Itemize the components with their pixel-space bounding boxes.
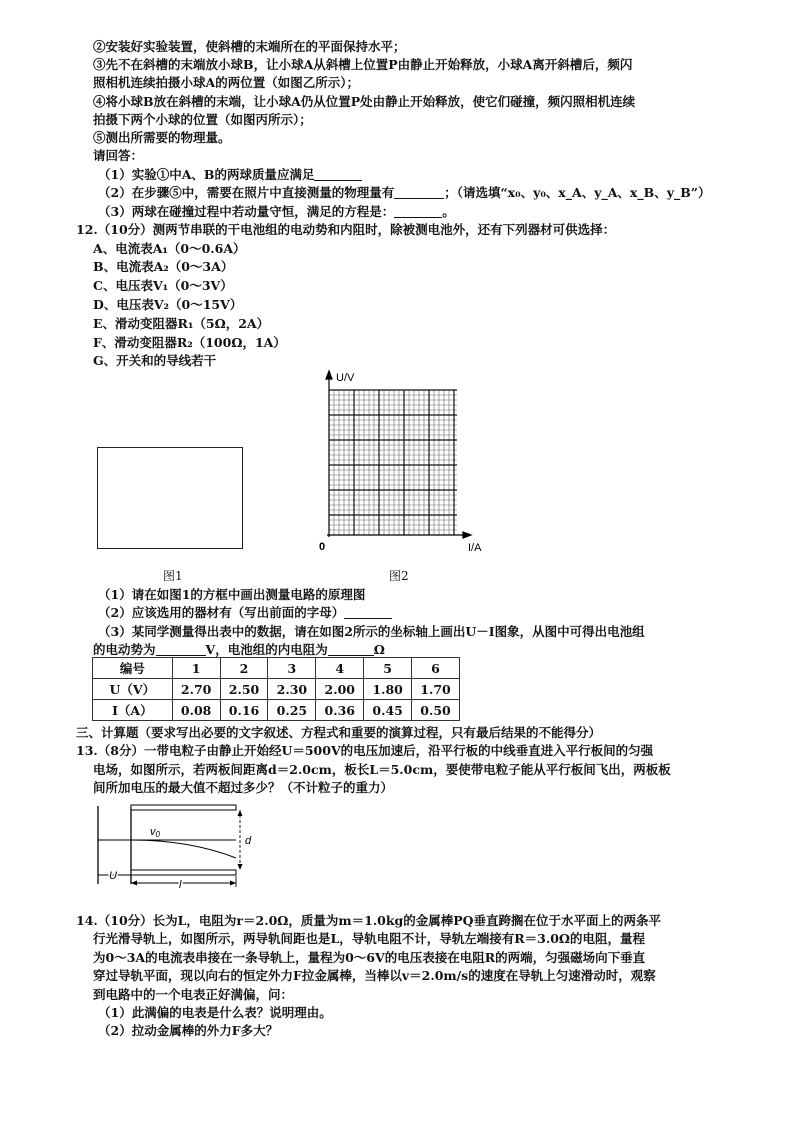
data-table bbox=[92, 657, 460, 721]
answer-blank bbox=[156, 643, 206, 656]
q11-ask: 请回答： bbox=[93, 148, 144, 163]
q12-option-f: F、滑动变阻器R₂（100Ω，1A） bbox=[93, 335, 286, 350]
figure1-caption: 图1 bbox=[163, 569, 183, 583]
q11-step3-line2: 照相机连续拍摄小球A的两位置（如图乙所示）； bbox=[93, 75, 359, 90]
q12-option-b: B、电流表A₂（0～3A） bbox=[93, 259, 234, 274]
q12-sub2: （2）应该选用的器材有（写出前面的字母） bbox=[98, 604, 392, 621]
q12-option-e: E、滑动变阻器R₁（5Ω，2A） bbox=[93, 316, 270, 331]
q12-sub3-line2: 的电动势为 V，电池组的内电阻为 Ω bbox=[93, 642, 385, 657]
grid-major bbox=[329, 390, 457, 535]
q12-option-d: D、电压表V₂（0～15V） bbox=[93, 297, 243, 312]
q14-line2: 行光滑导轨上，如图所示，两导轨间距也是L，导轨电阻不计，导轨左端接有R＝3.0Ω的电阻，量程 bbox=[93, 931, 646, 946]
answer-blank bbox=[394, 205, 442, 218]
y-axis-label: U/V bbox=[336, 372, 355, 384]
origin-label: 0 bbox=[319, 541, 326, 553]
answer-blank bbox=[394, 186, 444, 199]
answer-blank bbox=[344, 606, 392, 619]
q12-sub3-line1: （3）某同学测量得出表中的数据，请在如图2所示的坐标轴上画出U－I图象，从图中可得出电池组 bbox=[98, 624, 645, 639]
q11-step2: ②安装好实验装置，使斜槽的末端所在的平面保持水平； bbox=[93, 39, 406, 54]
q12-option-a: A、电流表A₁（0～0.6A） bbox=[93, 241, 246, 256]
q11-step4-line2: 拍摄下两个小球的位置（如图丙所示）； bbox=[93, 112, 312, 127]
q12-stem: 12.（10分）测两节串联的干电池组的电动势和内阻时，除被测电池外，还有下列器材可供选择： bbox=[76, 222, 616, 237]
answer-blank bbox=[328, 643, 374, 656]
q14-sub2: （2）拉动金属棒的外力F多大？ bbox=[98, 1023, 279, 1038]
table-row: I（A） 0.08 0.16 0.25 0.36 0.45 0.50 bbox=[93, 700, 460, 721]
q12-option-c: C、电压表V₁（0～3V） bbox=[93, 278, 233, 293]
q14-line5: 到电路中的一个电表正好满偏，问： bbox=[93, 987, 294, 1002]
q14-line3: 为0～3A的电流表串接在一条导轨上，量程为0～6V的电压表接在电阻R的两端，匀强磁场向下垂直 bbox=[93, 950, 646, 965]
q13-line1: 13.（8分）一带电粒子由静止开始经U＝500V的电压加速后，沿平行板的中线垂直进入平行板间的匀强 bbox=[76, 743, 654, 758]
figure1-circuit-box bbox=[97, 447, 243, 549]
l-label: l bbox=[179, 879, 182, 890]
q11-sub1: （1）实验①中A、B的两球质量应满足 bbox=[98, 166, 362, 183]
q13-parallel-plates-figure bbox=[90, 798, 260, 890]
q13-line2: 电场，如图所示，若两板间距离d＝2.0cm，板长L＝5.0cm，要使带电粒子能从平行板间飞出，两板板 bbox=[93, 762, 671, 777]
figure2-ui-grid bbox=[310, 365, 510, 560]
v0-label: v0 bbox=[150, 826, 160, 839]
q13-line3: 间所加电压的最大值不超过多少？（不计粒子的重力） bbox=[93, 780, 394, 795]
q11-sub2: （2）在步骤⑤中，需要在照片中直接测量的物理量有 ；（请选填“x₀、y₀、x_A、y_A、x_B、y_B”） bbox=[98, 185, 711, 200]
grid-fine bbox=[329, 390, 457, 535]
answer-blank bbox=[314, 168, 362, 181]
figure2-caption: 图2 bbox=[389, 569, 409, 583]
q14-sub1: （1）此满偏的电表是什么表？说明理由。 bbox=[98, 1005, 332, 1020]
q11-sub3: （3）两球在碰撞过程中若动量守恒，满足的方程是： 。 bbox=[98, 204, 455, 219]
q12-option-g: G、开关和的导线若干 bbox=[93, 353, 217, 368]
q12-sub1: （1）请在如图1的方框中画出测量电路的原理图 bbox=[98, 587, 366, 602]
section3-heading: 三、计算题（要求写出必要的文字叙述、方程式和重要的演算过程，只有最后结果的不能得分） bbox=[76, 725, 602, 740]
q14-line4: 穿过导轨平面，现以向右的恒定外力F拉金属棒，当棒以v＝2.0m/s的速度在导轨上匀速滑动时，观察 bbox=[93, 968, 656, 983]
q11-step3-line1: ③先不在斜槽的末端放小球B，让小球A从斜槽上位置P由静止开始释放，小球A离开斜槽后，频闪 bbox=[93, 57, 633, 72]
d-label: d bbox=[245, 835, 252, 847]
q14-line1: 14.（10分）长为L，电阻为r＝2.0Ω，质量为m＝1.0kg的金属棒PQ垂直跨搁在位于水平面上的两条平 bbox=[76, 913, 662, 928]
u-label: U bbox=[109, 870, 117, 882]
x-axis-label: I/A bbox=[468, 542, 482, 554]
table-row: U（V） 2.70 2.50 2.30 2.00 1.80 1.70 bbox=[93, 679, 460, 700]
q11-step4-line1: ④将小球B放在斜槽的末端，让小球A仍从位置P处由静止开始释放，使它们碰撞，频闪照相机连续 bbox=[93, 94, 636, 109]
q11-step5: ⑤测出所需要的物理量。 bbox=[93, 130, 231, 145]
table-row: 编号 1 2 3 4 5 6 bbox=[93, 658, 460, 679]
